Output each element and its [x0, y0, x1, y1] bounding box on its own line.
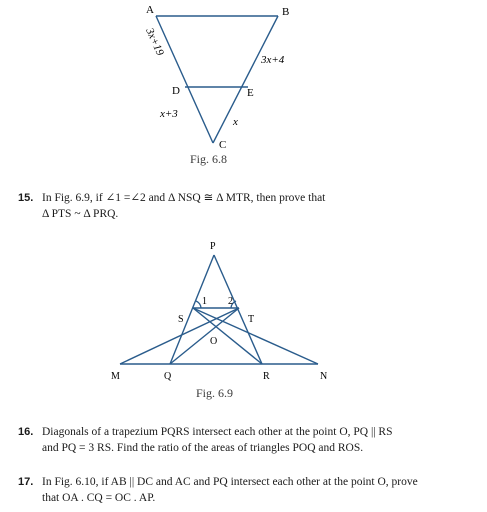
figure-6-9-caption: Fig. 6.9	[196, 386, 234, 400]
figure-6-8	[0, 0, 487, 180]
q16-number: 16.	[18, 426, 34, 438]
line-pq	[170, 255, 214, 364]
label-left-top: 3x+19	[143, 26, 166, 58]
label-angle-1: 1	[202, 296, 207, 307]
label-Q: Q	[164, 371, 172, 382]
label-angle-2: 2	[228, 296, 233, 307]
label-O: O	[210, 336, 218, 347]
line-bc	[213, 16, 278, 143]
label-T: T	[248, 314, 255, 325]
q15-line2: Δ PTS ~ Δ PRQ.	[42, 208, 119, 220]
label-P: P	[210, 241, 216, 252]
label-right-bottom: x	[233, 116, 238, 128]
label-right-top: 3x+4	[261, 54, 285, 66]
q15-number: 15.	[18, 192, 34, 204]
figure-6-8-caption: Fig. 6.8	[190, 152, 228, 166]
q17-line1: In Fig. 6.10, if AB || DC and AC and PQ intersect each other at the point O, prove	[42, 476, 418, 488]
label-A: A	[146, 4, 154, 16]
label-B: B	[282, 6, 290, 18]
label-left-bottom: x+3	[160, 108, 178, 120]
figure-6-9	[0, 230, 487, 390]
q15-line1: In Fig. 6.9, if ∠1 =∠2 and Δ NSQ ≅ Δ MTR, then prove that	[42, 192, 326, 204]
label-M: M	[111, 371, 120, 382]
label-N: N	[320, 371, 328, 382]
label-D: D	[172, 85, 180, 97]
q17-number: 17.	[18, 476, 34, 488]
angle-1-arc	[196, 301, 201, 308]
q16-line1: Diagonals of a trapezium PQRS intersect each other at the point O, PQ || RS	[42, 426, 393, 438]
label-C: C	[219, 139, 227, 151]
line-ac	[156, 16, 213, 143]
label-S: S	[178, 314, 184, 325]
label-R: R	[263, 371, 270, 382]
label-E: E	[247, 87, 254, 99]
q17-line2: that OA . CQ = OC . AP.	[42, 492, 156, 504]
q16-line2: and PQ = 3 RS. Find the ratio of the areas of triangles POQ and ROS.	[42, 442, 364, 454]
